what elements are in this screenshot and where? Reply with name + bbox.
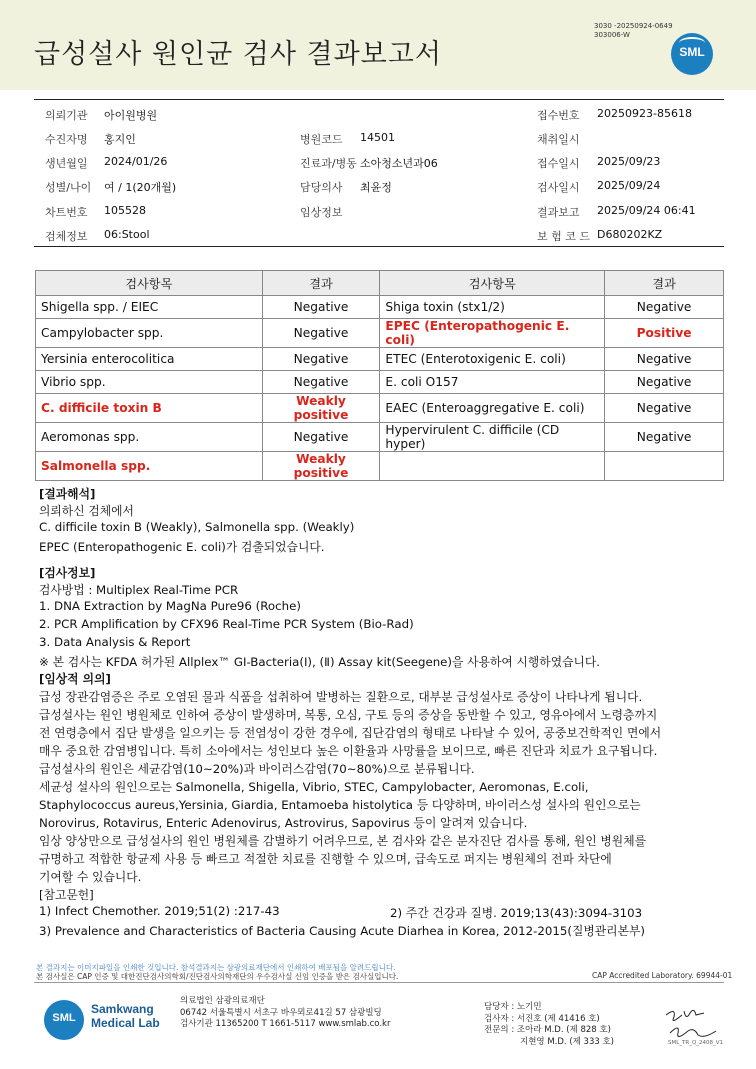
test-item: Yersinia enterocolitica [36,348,263,371]
specimen-label: 검체정보 [45,230,88,243]
interpretation-line: C. difficile toxin B (Weakly), Salmonella spp. (Weakly) [39,520,355,534]
birth-value: 2024/01/26 [104,155,168,168]
table-row [36,452,724,481]
footer-logo-text: SML [52,1012,76,1024]
clinical-meaning-line: 급성 장관감염증은 주로 오염된 물과 식품을 섭취하여 발병하는 질환으로, 대부분 급성설사로 증상이 나타나게 됩니다. [39,690,643,704]
test-item [380,452,605,481]
reference-3: 3) Prevalence and Characteristics of Bacteria Causing Acute Diarhea in Korea, 2012-2015(질병관리본부) [39,924,645,938]
staff-manager: 담당자 : 노기민 [484,1002,542,1012]
table-row [36,319,724,348]
sex-age-label: 성별/나이 [45,181,92,194]
brand-line-2: Medical Lab [91,1016,160,1030]
test-item: Vibrio spp. [36,371,263,394]
patient-value: 홍지인 [104,133,136,146]
receipt-date-value: 2025/09/23 [597,155,661,168]
clinical-info-label: 임상정보 [300,206,343,219]
test-result: Negative [605,371,724,394]
header-result: 결과 [262,271,380,296]
report-header [0,0,756,90]
cap-accreditation: CAP Accredited Laboratory. 69944-01 [592,971,733,980]
org-info [180,996,390,1031]
footer-rule [34,982,724,983]
test-result [605,452,724,481]
references-heading: [참고문헌] [39,888,94,902]
clinical-meaning-line: Norovirus, Rotavirus, Enteric Adenovirus, Astrovirus, Sapovirus 등이 알려져 있습니다. [39,816,528,830]
clinical-meaning-line: 급성설사의 원인은 세균감염(10~20%)과 바이러스감염(70~80%)으로 분류됩니다. [39,762,475,776]
sml-logo [671,33,713,75]
clinical-meaning-line: 전 연령층에서 집단 발생을 일으키는 등 전염성이 강한 경우에, 집단감염의 형태로 나타날 수 있어, 공중보건학적인 면에서 [39,726,662,740]
staff-info [484,1002,614,1048]
document-code-1: 3030 -20250924-0649 [594,22,673,30]
org-name: 의료법인 삼광의료재단 [180,996,265,1006]
test-result: Negative [605,423,724,452]
receipt-no-value: 20250923-85618 [597,107,692,120]
test-result: Negative [262,348,380,371]
institution-label: 의뢰기관 [45,109,88,122]
test-date-value: 2025/09/24 [597,179,661,192]
test-item: E. coli O157 [380,371,605,394]
brand-line-1: Samkwang [91,1002,154,1016]
doctor-value: 최윤정 [360,181,392,194]
clinical-meaning-line: 규명하고 적합한 항균제 사용 등 빠르고 적절한 치료를 진행할 수 있으며, 급속도로 퍼지는 병원체의 전파 차단에 [39,852,612,866]
test-item: EAEC (Enteroaggregative E. coli) [380,394,605,423]
test-item: Shigella spp. / EIEC [36,296,263,319]
staff-specialist-2: 지현영 M.D. (제 333 호) [520,1036,615,1047]
test-item: Shiga toxin (stx1/2) [380,296,605,319]
staff-specialist-1: 전문의 : 조아라 M.D. (제 828 호) [484,1025,611,1035]
test-result: Negative [605,296,724,319]
test-item: ETEC (Enterotoxigenic E. coli) [380,348,605,371]
document-code [594,22,673,40]
method-line: 3. Data Analysis & Report [39,635,191,649]
header-test-item: 검사항목 [36,271,263,296]
certification-notice: 본 검사실은 CAP 인증 및 대한진단검사의학회/진단검사의학재단의 우수검사실 신임 인증을 받은 검사실입니다. [36,972,399,981]
staff-tester: 검사자 : 서진호 (제 41416 호) [484,1013,600,1024]
method-heading: [검사정보] [39,566,96,580]
report-title: 급성설사 원인균 검사 결과보고서 [34,39,442,70]
reference-2: 2) 주간 건강과 질병. 2019;13(43):3094-3103 [390,906,643,920]
report-date-value: 2025/09/24 06:41 [597,204,696,217]
test-result-positive: Positive [605,319,724,348]
dept-value: 소아청소년과06 [360,157,438,170]
reference-1: 1) Infect Chemother. 2019;51(2) :217-43 [39,904,280,918]
test-item-positive: Salmonella spp. [36,452,263,481]
method-line: 검사방법 : Multiplex Real-Time PCR [39,583,239,597]
logo-text: SML [679,45,705,59]
test-item: Aeromonas spp. [36,423,263,452]
receipt-no-label: 접수번호 [537,109,580,122]
signature-icon [660,1003,730,1043]
insurance-code-value: D680202KZ [597,228,663,241]
print-notice: 본 결과지는 이미지파일을 인쇄한 것입니다. 참석결과지는 삼광의료재단에서 인쇄하여 배포됨을 알려드립니다. [36,963,396,972]
method-line: 1. DNA Extraction by MagNa Pure96 (Roche) [39,599,301,613]
insurance-code-label: 보 험 코 드 [537,230,590,243]
test-result: Negative [262,319,380,348]
interpretation-heading: [결과해석] [39,487,96,501]
header-test-item: 검사항목 [380,271,605,296]
test-item: Hypervirulent C. difficile (CD hyper) [380,423,605,452]
table-row [36,296,724,319]
clinical-meaning-line: 임상 양상만으로 급성설사의 원인 병원체를 감별하기 어려우므로, 본 검사와 같은 분자진단 검사를 통해, 원인 병원체를 [39,834,646,848]
header-result: 결과 [605,271,724,296]
receipt-date-label: 접수일시 [537,157,580,170]
specimen-value: 06:Stool [104,228,150,241]
info-bottom-rule [34,246,724,247]
test-item: Campylobacter spp. [36,319,263,348]
patient-label: 수진자명 [45,133,88,146]
method-note: ※ 본 검사는 KFDA 허가된 Allplex™ GI-Bacteria(Ⅰ), (Ⅱ) Assay kit(Seegene)을 사용하여 시행하였습니다. [39,655,601,669]
table-row [36,371,724,394]
table-row [36,394,724,423]
test-result: Negative [262,423,380,452]
table-row [36,348,724,371]
clinical-meaning-heading: [임상적 의의] [39,672,111,686]
clinical-meaning-line: 급성설사는 원인 병원체로 인하여 증상이 발생하며, 복통, 오심, 구토 등의 증상을 동반할 수 있고, 영유아에서 노령층까지 [39,708,658,722]
report-date-label: 결과보고 [537,206,580,219]
clinical-meaning-line: 기여할 수 있습니다. [39,870,142,884]
test-result-positive: Weakly positive [262,452,380,481]
test-date-label: 검사일시 [537,181,580,194]
org-contact: 검사기관 11365200 T 1661-5117 www.smlab.co.kr [180,1019,391,1029]
dept-label: 진료과/병동 [300,157,357,170]
test-item-positive: EPEC (Enteropathogenic E. coli) [380,319,605,348]
clinical-meaning-line: 세균성 설사의 원인으로는 Salmonella, Shigella, Vibrio, STEC, Campylobacter, Aeromonas, E.coli, [39,780,589,794]
doctor-label: 담당의사 [300,181,343,194]
hospital-code-label: 병원코드 [300,133,343,146]
results-header-row [36,271,724,296]
interpretation-line: 의뢰하신 검체에서 [39,504,134,518]
brand-name [91,1002,160,1030]
results-table [35,270,724,481]
clinical-meaning-line: 매우 중요한 감염병입니다. 특히 소아에서는 성인보다 높은 이환율과 사망률을 보이므로, 빠른 진단과 치료가 요구됩니다. [39,744,658,758]
hospital-code-value: 14501 [360,131,395,144]
document-code-2: 303006-W [594,31,630,39]
org-address: 06742 서울특별시 서초구 바우뫼로41길 57 삼광빌딩 [180,1007,382,1018]
test-result: Negative [605,394,724,423]
clinical-meaning-line: Staphylococcus aureus,Yersinia, Giardia, Entamoeba histolytica 등 다양하며, 바이러스성 설사의 원인으로는 [39,798,641,812]
sex-age-value: 여 / 1(20개월) [104,181,177,194]
institution-value: 아이원병원 [104,109,158,122]
form-code: SML_TR_Q_2408_V1 [668,1040,724,1046]
collect-date-label: 채취일시 [537,133,580,146]
table-row [36,423,724,452]
test-result: Negative [605,348,724,371]
chart-no-value: 105528 [104,204,146,217]
test-result: Negative [262,371,380,394]
footer-sml-logo [44,1000,84,1040]
method-line: 2. PCR Amplification by CFX96 Real-Time PCR System (Bio-Rad) [39,617,414,631]
test-result: Negative [262,296,380,319]
test-result-positive: Weakly positive [262,394,380,423]
test-item-positive: C. difficile toxin B [36,394,263,423]
interpretation-line: EPEC (Enteropathogenic E. coli)가 검출되었습니다. [39,540,325,554]
chart-no-label: 차트번호 [45,206,88,219]
birth-label: 생년월일 [45,157,88,170]
info-top-rule [34,99,724,100]
